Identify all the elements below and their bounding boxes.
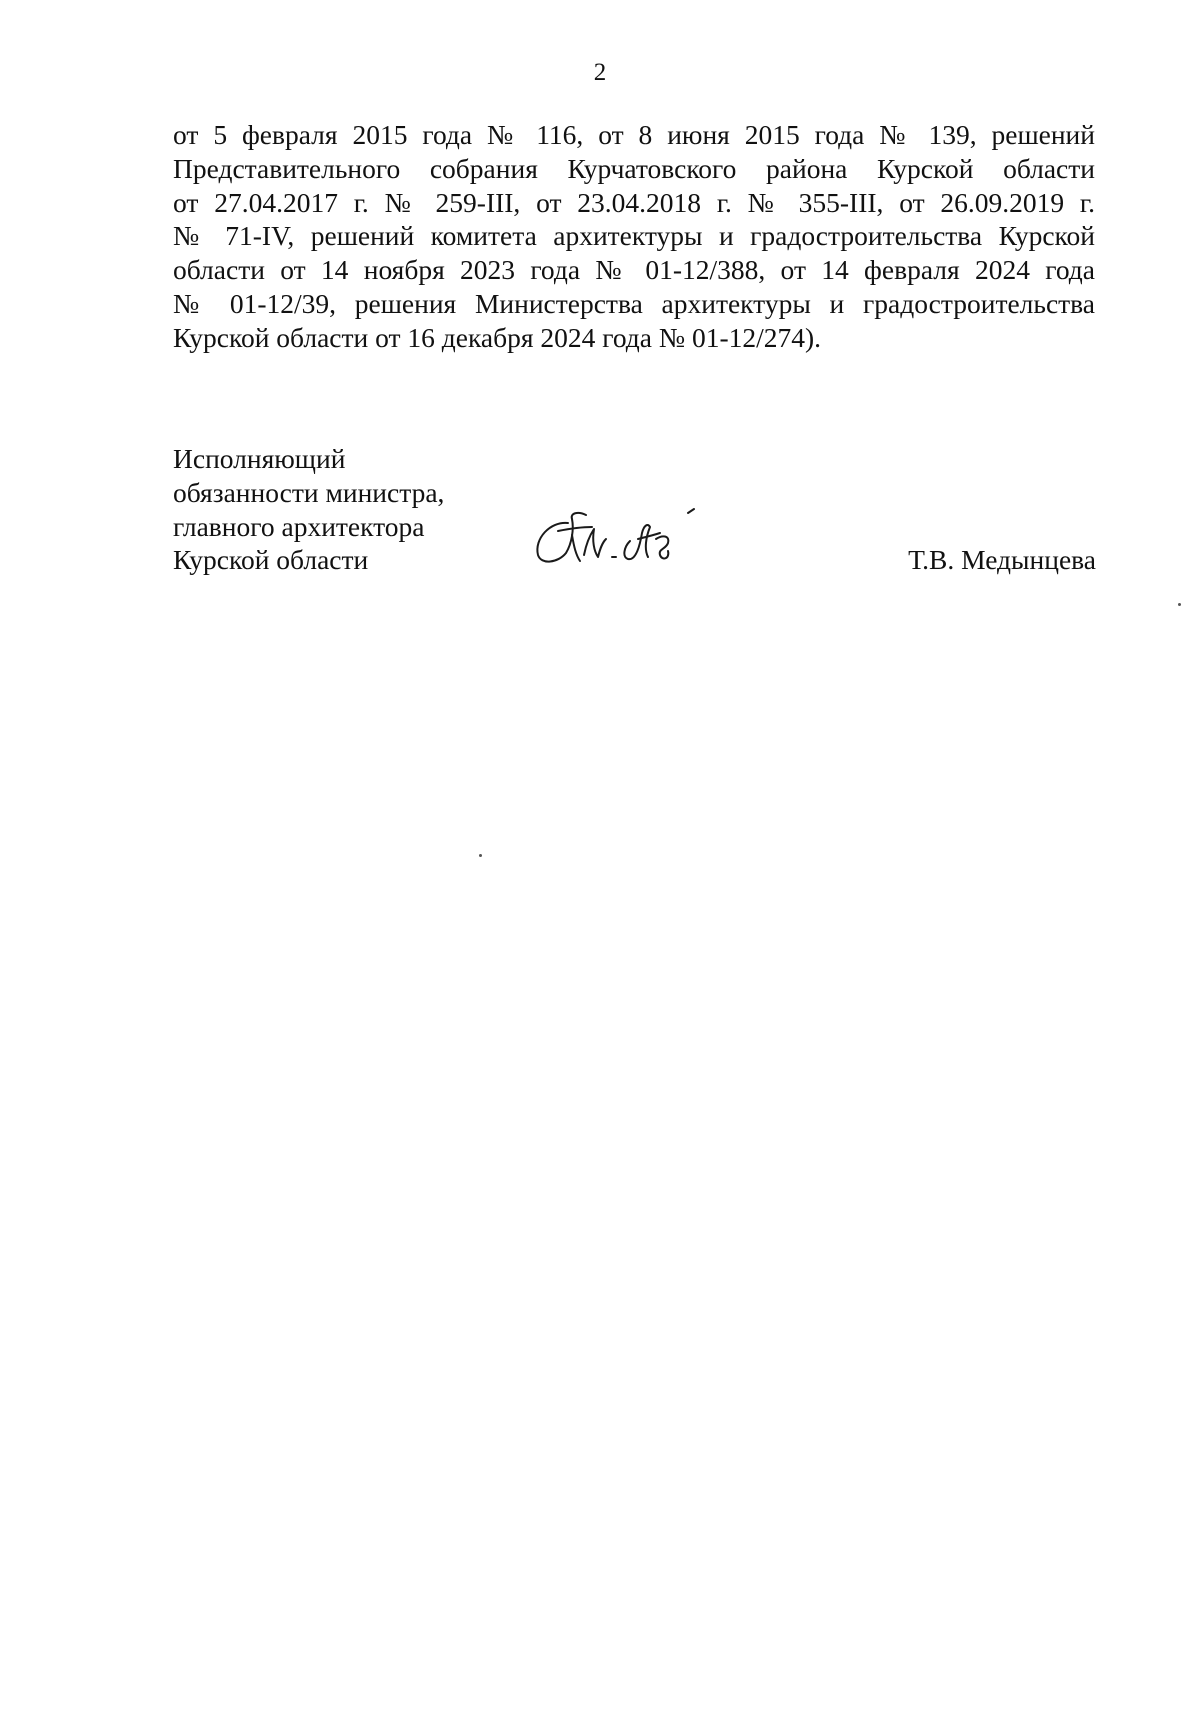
body-line: от 27.04.2017 г. № 259-III, от 23.04.2018 г. № 355-III, от 26.09.2019 г.: [173, 186, 1095, 218]
body-line: области от 14 ноября 2023 года № 01-12/388, от 14 февраля 2024 года: [173, 254, 1095, 286]
body-line: от 5 февраля 2015 года № 116, от 8 июня 2015 года № 139, решений: [173, 119, 1095, 150]
page-number: 2: [593, 59, 607, 86]
signatory-title-line: Исполняющий: [173, 443, 346, 474]
signatory-title: [173, 442, 444, 577]
handwritten-signature-icon: [528, 505, 703, 575]
body-paragraph: [173, 118, 1095, 355]
signatory-title-line: Курской области: [173, 544, 369, 576]
scan-speck: [1178, 603, 1181, 606]
body-line: Курской области от 16 декабря 2024 года № 01-12/274).: [173, 321, 822, 353]
signatory-title-line: главного архитектора: [173, 510, 425, 542]
body-line: Представительного собрания Курчатовского района Курской области: [173, 152, 1095, 184]
signatory-name: Т.В. Медынцева: [908, 544, 1096, 575]
signatory-title-line: обязанности министра,: [173, 476, 445, 508]
body-line: № 71-IV, решений комитета архитектуры и градостроительства Курской: [173, 220, 1095, 252]
scan-speck: [479, 854, 482, 857]
body-line: № 01-12/39, решения Министерства архитектуры и градостроительства: [173, 287, 1095, 319]
